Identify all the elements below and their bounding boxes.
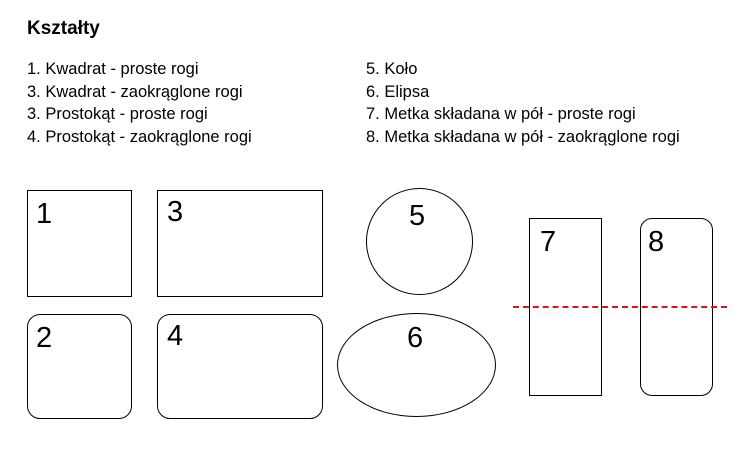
shape-number: 4 (167, 320, 184, 352)
shape-number: 5 (409, 200, 426, 232)
legend-right-column (366, 58, 680, 148)
shape-number: 1 (36, 198, 53, 230)
legend-item: 4. Prostokąt - zaokrąglone rogi (27, 127, 252, 146)
legend-left-column (27, 58, 252, 148)
shape-number: 6 (407, 322, 424, 354)
shape-number: 8 (648, 226, 665, 258)
legend-item: 8. Metka składana w pół - zaokrąglone rogi (366, 127, 680, 146)
legend-item: 7. Metka składana w pół - proste rogi (366, 105, 636, 123)
legend-item: 1. Kwadrat - proste rogi (27, 60, 199, 78)
legend-item: 3. Prostokąt - proste rogi (27, 105, 208, 123)
shape-number: 3 (167, 196, 184, 228)
page-title: Kształty (27, 18, 100, 39)
legend-item: 3. Kwadrat - zaokrąglone rogi (27, 82, 243, 101)
shape-number: 7 (540, 226, 557, 258)
legend-item: 6. Elipsa (366, 82, 430, 101)
legend-item: 5. Koło (366, 60, 418, 78)
shape-number: 2 (36, 322, 53, 354)
fold-line (513, 306, 727, 308)
